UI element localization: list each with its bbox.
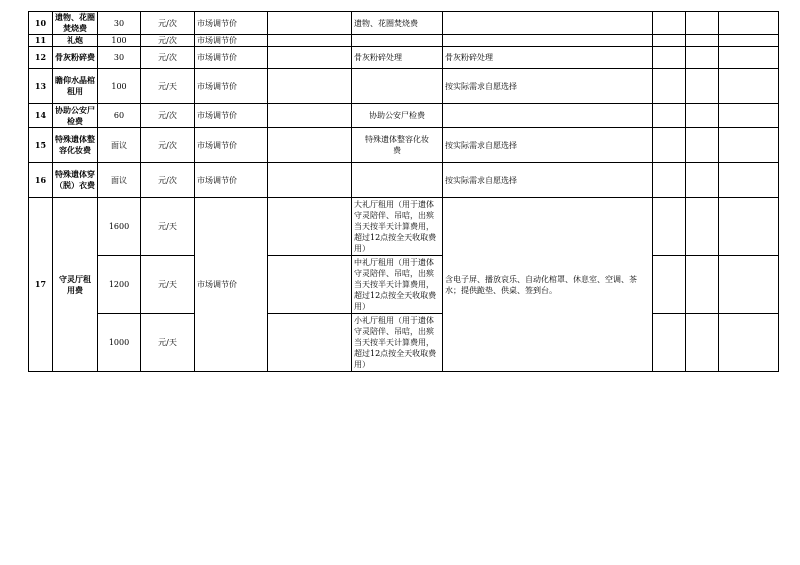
empty-cell xyxy=(653,35,686,47)
item-name: 协助公安尸检费 xyxy=(53,104,98,128)
remark xyxy=(443,12,653,35)
row-number: 10 xyxy=(29,12,53,35)
empty-cell xyxy=(686,12,719,35)
empty-cell xyxy=(653,256,686,314)
empty-cell xyxy=(268,69,352,104)
remark: 骨灰粉碎处理 xyxy=(443,47,653,69)
pricing-basis: 市场调节价 xyxy=(195,104,268,128)
empty-cell xyxy=(653,104,686,128)
table-row xyxy=(29,12,779,35)
empty-cell xyxy=(719,163,779,198)
table-row xyxy=(29,314,779,372)
row-number: 15 xyxy=(29,128,53,163)
empty-cell xyxy=(268,104,352,128)
empty-cell xyxy=(719,47,779,69)
table-row xyxy=(29,35,779,47)
service-content: 小礼厅租用（用于遗体守灵陪伴、吊唁，出殡当天按半天计算费用，超过12点按全天收取费用） xyxy=(352,314,443,372)
unit: 元/天 xyxy=(141,69,195,104)
empty-cell xyxy=(653,128,686,163)
remark xyxy=(443,35,653,47)
remark: 含电子屏、播放哀乐、自动化棺罩、休息室、空调、茶水；提供跪垫、供桌、签到台。 xyxy=(443,198,653,372)
empty-cell xyxy=(719,12,779,35)
price: 面议 xyxy=(98,163,141,198)
empty-cell xyxy=(686,69,719,104)
item-name: 礼炮 xyxy=(53,35,98,47)
empty-cell xyxy=(686,198,719,256)
empty-cell xyxy=(686,163,719,198)
service-content: 大礼厅租用（用于遗体守灵陪伴、吊唁，出殡当天按半天计算费用，超过12点按全天收取费用） xyxy=(352,198,443,256)
empty-cell xyxy=(719,104,779,128)
empty-cell xyxy=(719,69,779,104)
service-content: 协助公安尸检费 xyxy=(352,104,443,128)
empty-cell xyxy=(719,314,779,372)
price: 100 xyxy=(98,35,141,47)
item-name: 骨灰粉碎费 xyxy=(53,47,98,69)
remark: 按实际需求自愿选择 xyxy=(443,163,653,198)
item-name: 特殊遗体整容化妆费 xyxy=(53,128,98,163)
table-row xyxy=(29,198,779,256)
pricing-basis: 市场调节价 xyxy=(195,47,268,69)
empty-cell xyxy=(268,128,352,163)
service-content: 骨灰粉碎处理 xyxy=(352,47,443,69)
price: 1600 xyxy=(98,198,141,256)
item-name: 瞻仰水晶棺租用 xyxy=(53,69,98,104)
row-number: 17 xyxy=(29,198,53,372)
empty-cell xyxy=(719,256,779,314)
unit: 元/次 xyxy=(141,35,195,47)
empty-cell xyxy=(653,12,686,35)
empty-cell xyxy=(268,198,352,256)
table-row xyxy=(29,47,779,69)
price: 1000 xyxy=(98,314,141,372)
unit: 元/天 xyxy=(141,314,195,372)
unit: 元/天 xyxy=(141,198,195,256)
empty-cell xyxy=(268,35,352,47)
unit: 元/次 xyxy=(141,163,195,198)
table-row xyxy=(29,163,779,198)
empty-cell xyxy=(653,198,686,256)
table-row xyxy=(29,104,779,128)
row-number: 13 xyxy=(29,69,53,104)
service-content: 特殊遗体整容化妆费 xyxy=(352,128,443,163)
empty-cell xyxy=(719,198,779,256)
empty-cell xyxy=(653,163,686,198)
empty-cell xyxy=(686,128,719,163)
unit: 元/次 xyxy=(141,47,195,69)
price: 60 xyxy=(98,104,141,128)
empty-cell xyxy=(268,12,352,35)
service-content: 中礼厅租用（用于遗体守灵陪伴、吊唁，出殡当天按半天计算费用，超过12点按全天收取费用） xyxy=(352,256,443,314)
unit: 元/次 xyxy=(141,12,195,35)
price: 面议 xyxy=(98,128,141,163)
service-content: 遗物、花圈焚烧费 xyxy=(352,12,443,35)
pricing-basis: 市场调节价 xyxy=(195,163,268,198)
row-number: 12 xyxy=(29,47,53,69)
item-name: 遗物、花圈焚烧费 xyxy=(53,12,98,35)
empty-cell xyxy=(268,256,352,314)
pricing-basis: 市场调节价 xyxy=(195,69,268,104)
empty-cell xyxy=(686,35,719,47)
item-name: 守灵厅租用费 xyxy=(53,198,98,372)
row-number: 16 xyxy=(29,163,53,198)
empty-cell xyxy=(719,128,779,163)
fee-table xyxy=(28,11,779,372)
empty-cell xyxy=(653,69,686,104)
price: 100 xyxy=(98,69,141,104)
pricing-basis: 市场调节价 xyxy=(195,128,268,163)
empty-cell xyxy=(653,314,686,372)
price: 1200 xyxy=(98,256,141,314)
unit: 元/次 xyxy=(141,104,195,128)
table-row xyxy=(29,69,779,104)
empty-cell xyxy=(268,163,352,198)
row-number: 11 xyxy=(29,35,53,47)
table-row xyxy=(29,128,779,163)
pricing-basis: 市场调节价 xyxy=(195,12,268,35)
pricing-basis: 市场调节价 xyxy=(195,198,268,372)
pricing-basis: 市场调节价 xyxy=(195,35,268,47)
service-content xyxy=(352,69,443,104)
empty-cell xyxy=(686,47,719,69)
unit: 元/次 xyxy=(141,128,195,163)
remark xyxy=(443,104,653,128)
service-content xyxy=(352,163,443,198)
remark: 按实际需求自愿选择 xyxy=(443,128,653,163)
service-content xyxy=(352,35,443,47)
empty-cell xyxy=(719,35,779,47)
empty-cell xyxy=(653,47,686,69)
empty-cell xyxy=(268,314,352,372)
empty-cell xyxy=(686,256,719,314)
price: 30 xyxy=(98,47,141,69)
item-name: 特殊遗体穿（脱）衣费 xyxy=(53,163,98,198)
empty-cell xyxy=(686,104,719,128)
table-row xyxy=(29,256,779,314)
empty-cell xyxy=(686,314,719,372)
unit: 元/天 xyxy=(141,256,195,314)
price: 30 xyxy=(98,12,141,35)
remark: 按实际需求自愿选择 xyxy=(443,69,653,104)
row-number: 14 xyxy=(29,104,53,128)
empty-cell xyxy=(268,47,352,69)
